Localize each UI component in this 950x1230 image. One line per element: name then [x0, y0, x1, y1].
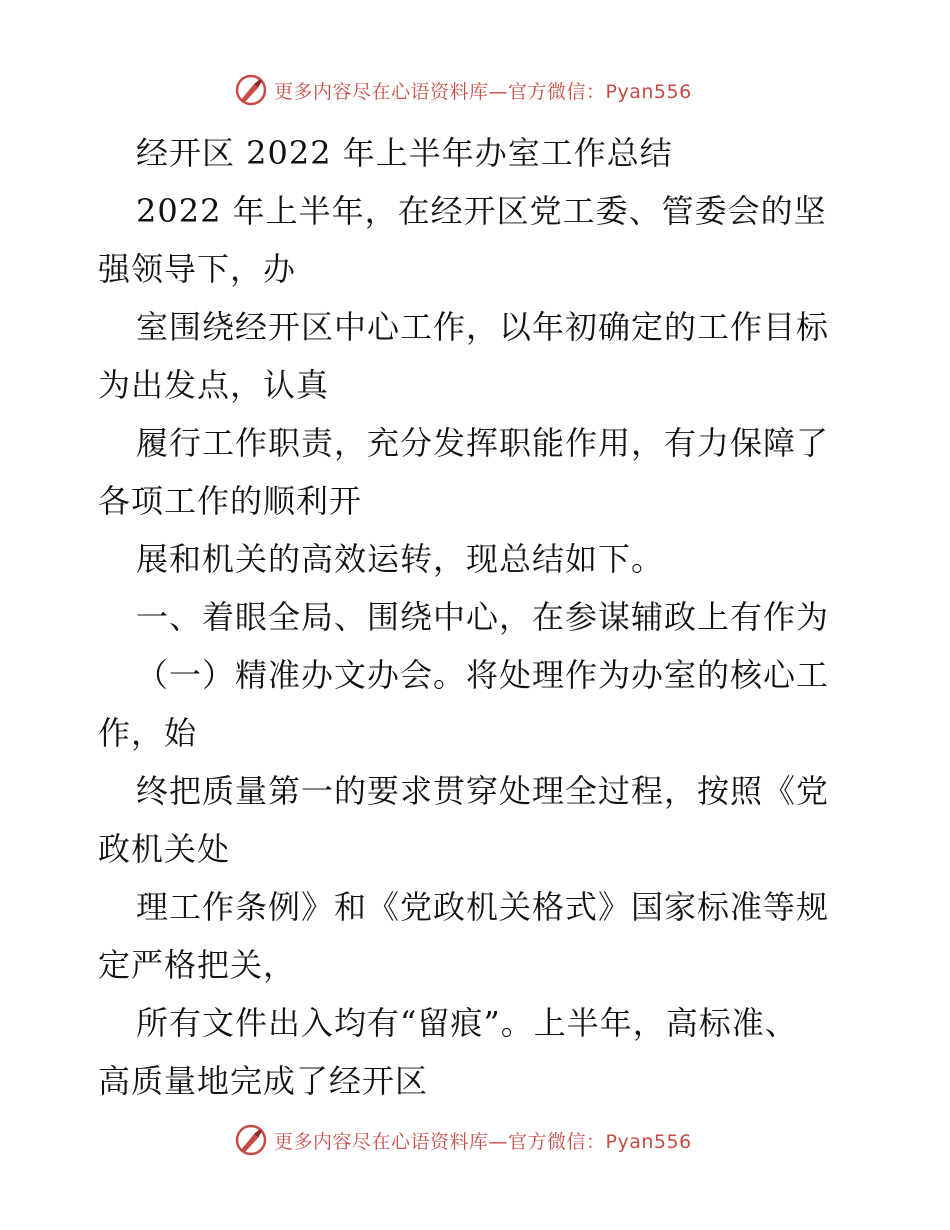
paragraph-line: 室围绕经开区中心工作，以年初确定的工作目标	[136, 308, 830, 346]
document-title: 经开区 2022 年上半年办室工作总结	[136, 134, 673, 172]
watermark-footer	[234, 1122, 692, 1158]
watermark-text	[274, 1127, 692, 1154]
watermark-main: 更多内容尽在心语资料库	[274, 1130, 489, 1153]
paragraph-line: 政机关处	[98, 830, 231, 868]
watermark-dash: —	[488, 80, 509, 103]
paragraph-line: 强领导下，办	[98, 250, 297, 288]
paragraph-line: 终把质量第一的要求贯穿处理全过程，按照《党	[136, 772, 830, 810]
paragraph-line: 作，始	[98, 714, 198, 752]
watermark-label: 官方微信：	[508, 80, 606, 103]
watermark-id: Pyan556	[605, 80, 692, 103]
paragraph-line: 理工作条例》和《党政机关格式》国家标准等规	[136, 888, 830, 926]
paragraph-line: 定严格把关，	[98, 946, 297, 984]
paragraph-line: 高质量地完成了经开区	[98, 1062, 429, 1100]
section-heading: 一、着眼全局、围绕中心，在参谋辅政上有作为	[136, 598, 830, 636]
pen-logo-icon	[234, 1123, 268, 1157]
watermark-header	[234, 72, 692, 108]
watermark-dash: —	[488, 1130, 509, 1153]
paragraph-line: 为出发点，认真	[98, 366, 330, 404]
paragraph-line: （一）精准办文办会。将处理作为办室的核心工	[136, 656, 830, 694]
pen-logo-icon	[234, 73, 268, 107]
watermark-id: Pyan556	[605, 1130, 692, 1153]
paragraph-line: 各项工作的顺利开	[98, 482, 363, 520]
watermark-main: 更多内容尽在心语资料库	[274, 80, 489, 103]
paragraph-line: 履行工作职责，充分发挥职能作用，有力保障了	[136, 424, 830, 462]
paragraph-line: 所有文件出入均有“留痕”。上半年，高标准、	[136, 1004, 798, 1042]
paragraph-line: 2022 年上半年，在经开区党工委、管委会的坚	[136, 192, 827, 230]
paragraph-line: 展和机关的高效运转，现总结如下。	[136, 540, 665, 578]
watermark-label: 官方微信：	[508, 1130, 606, 1153]
document-body	[98, 124, 858, 1110]
watermark-text	[274, 77, 692, 104]
